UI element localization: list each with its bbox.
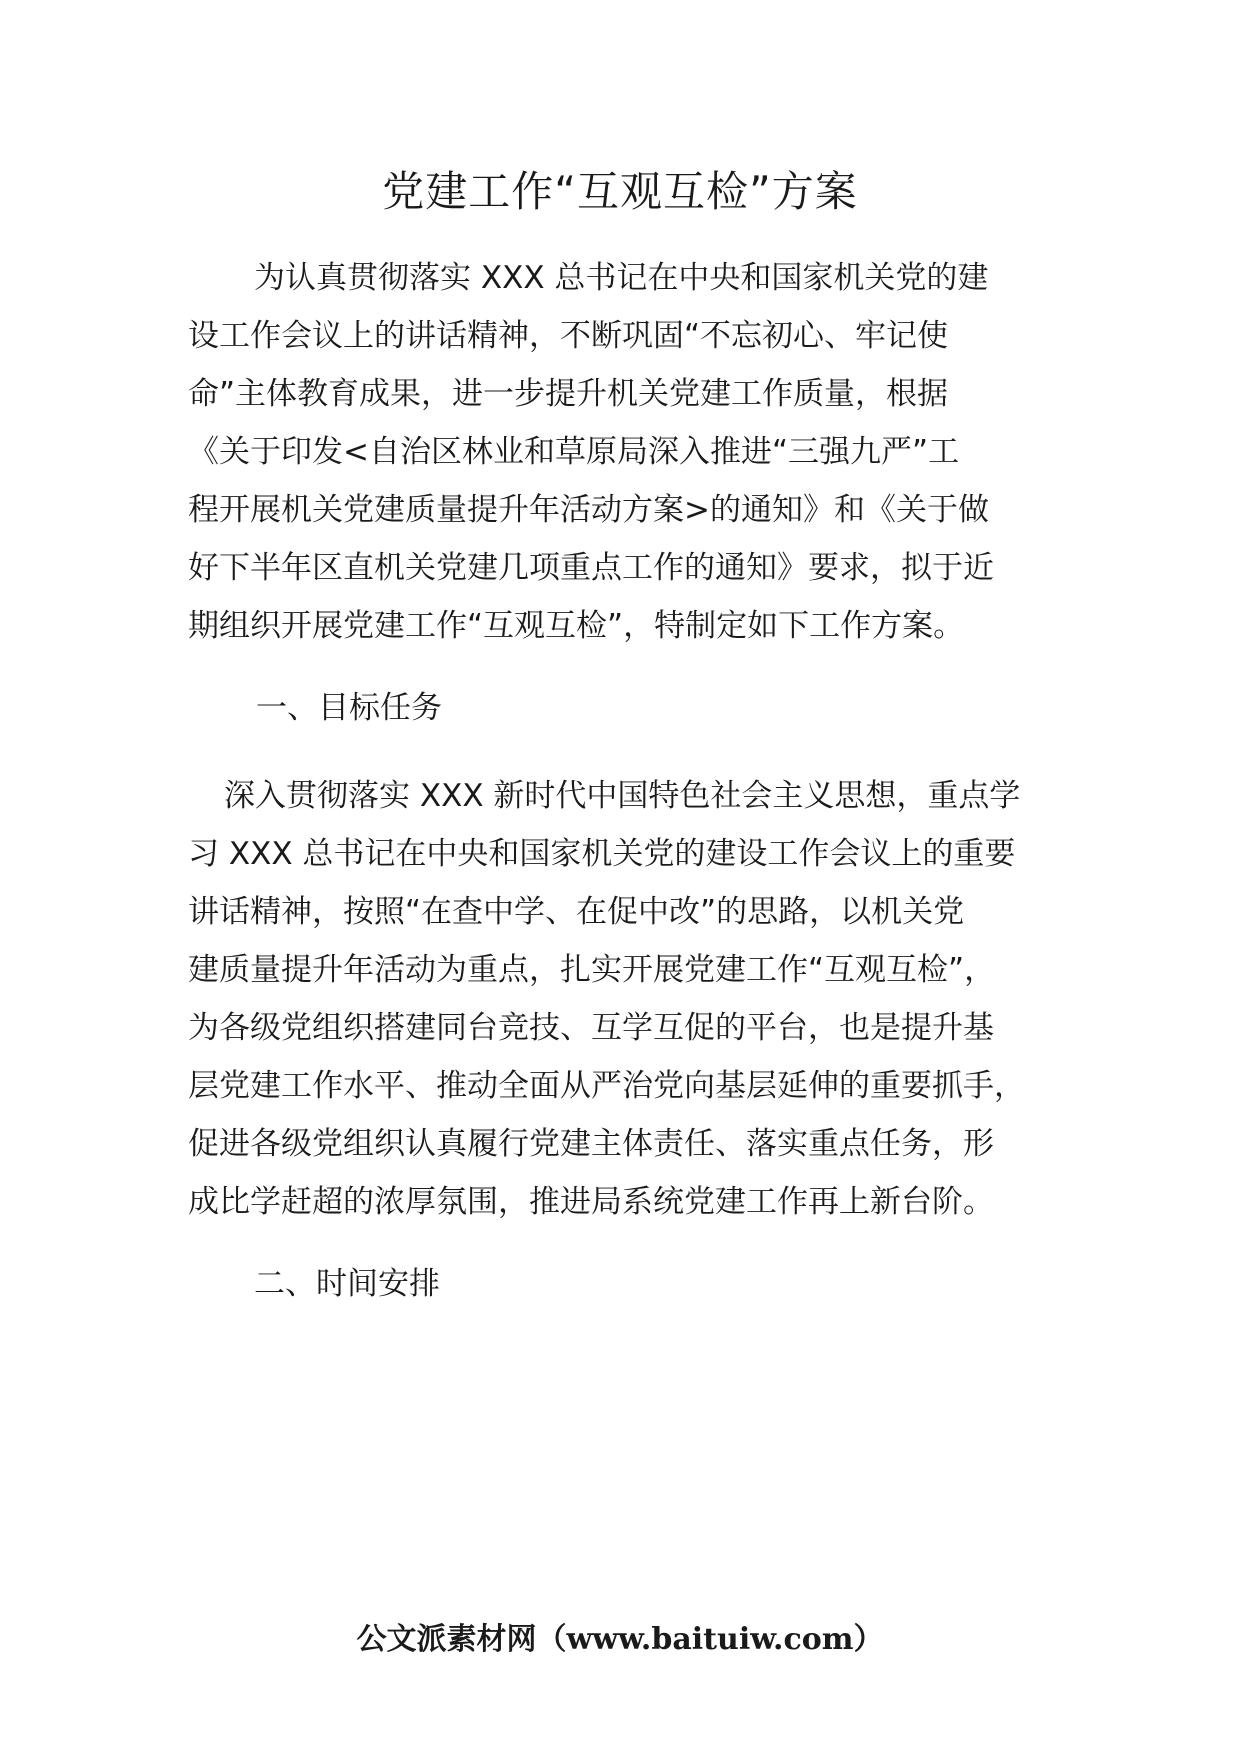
section1-line-3: 讲话精神，按照“在查中学、在促中改”的思路，以机关党 bbox=[188, 894, 965, 930]
intro-line-4: 《关于印发<自治区林业和草原局深入推进“三强九严”工 bbox=[188, 434, 960, 470]
footer-source: 公文派素材网（www.baituiw.com） bbox=[356, 1622, 884, 1657]
section-heading-schedule: 二、时间安排 bbox=[254, 1266, 440, 1302]
intro-line-6: 好下半年区直机关党建几项重点工作的通知》要求，拟于近 bbox=[188, 550, 994, 586]
intro-line-1: 为认真贯彻落实 XXX 总书记在中央和国家机关党的建 bbox=[254, 260, 989, 296]
section1-line-7: 促进各级党组织认真履行党建主体责任、落实重点任务，形 bbox=[188, 1126, 994, 1162]
document-title: 党建工作“互观互检”方案 bbox=[382, 167, 858, 216]
section1-line-1: 深入贯彻落实 XXX 新时代中国特色社会主义思想，重点学 bbox=[224, 778, 1021, 814]
section1-line-8: 成比学赶超的浓厚氛围，推进局系统党建工作再上新台阶。 bbox=[188, 1184, 994, 1220]
intro-line-3: 命”主体教育成果，进一步提升机关党建工作质量，根据 bbox=[188, 376, 949, 412]
section-heading-goals: 一、目标任务 bbox=[256, 690, 442, 726]
intro-line-7: 期组织开展党建工作“互观互检”，特制定如下工作方案。 bbox=[188, 608, 965, 644]
intro-line-5: 程开展机关党建质量提升年活动方案>的通知》和《关于做 bbox=[188, 492, 989, 528]
section1-line-2: 习 XXX 总书记在中央和国家机关党的建设工作会议上的重要 bbox=[188, 836, 1016, 872]
section1-line-5: 为各级党组织搭建同台竞技、互学互促的平台，也是提升基 bbox=[188, 1010, 994, 1046]
intro-line-2: 设工作会议上的讲话精神，不断巩固“不忘初心、牢记使 bbox=[188, 318, 949, 354]
section1-line-4: 建质量提升年活动为重点，扎实开展党建工作“互观互检”， bbox=[188, 952, 996, 988]
section1-line-6: 层党建工作水平、推动全面从严治党向基层延伸的重要抓手， bbox=[188, 1068, 1025, 1104]
